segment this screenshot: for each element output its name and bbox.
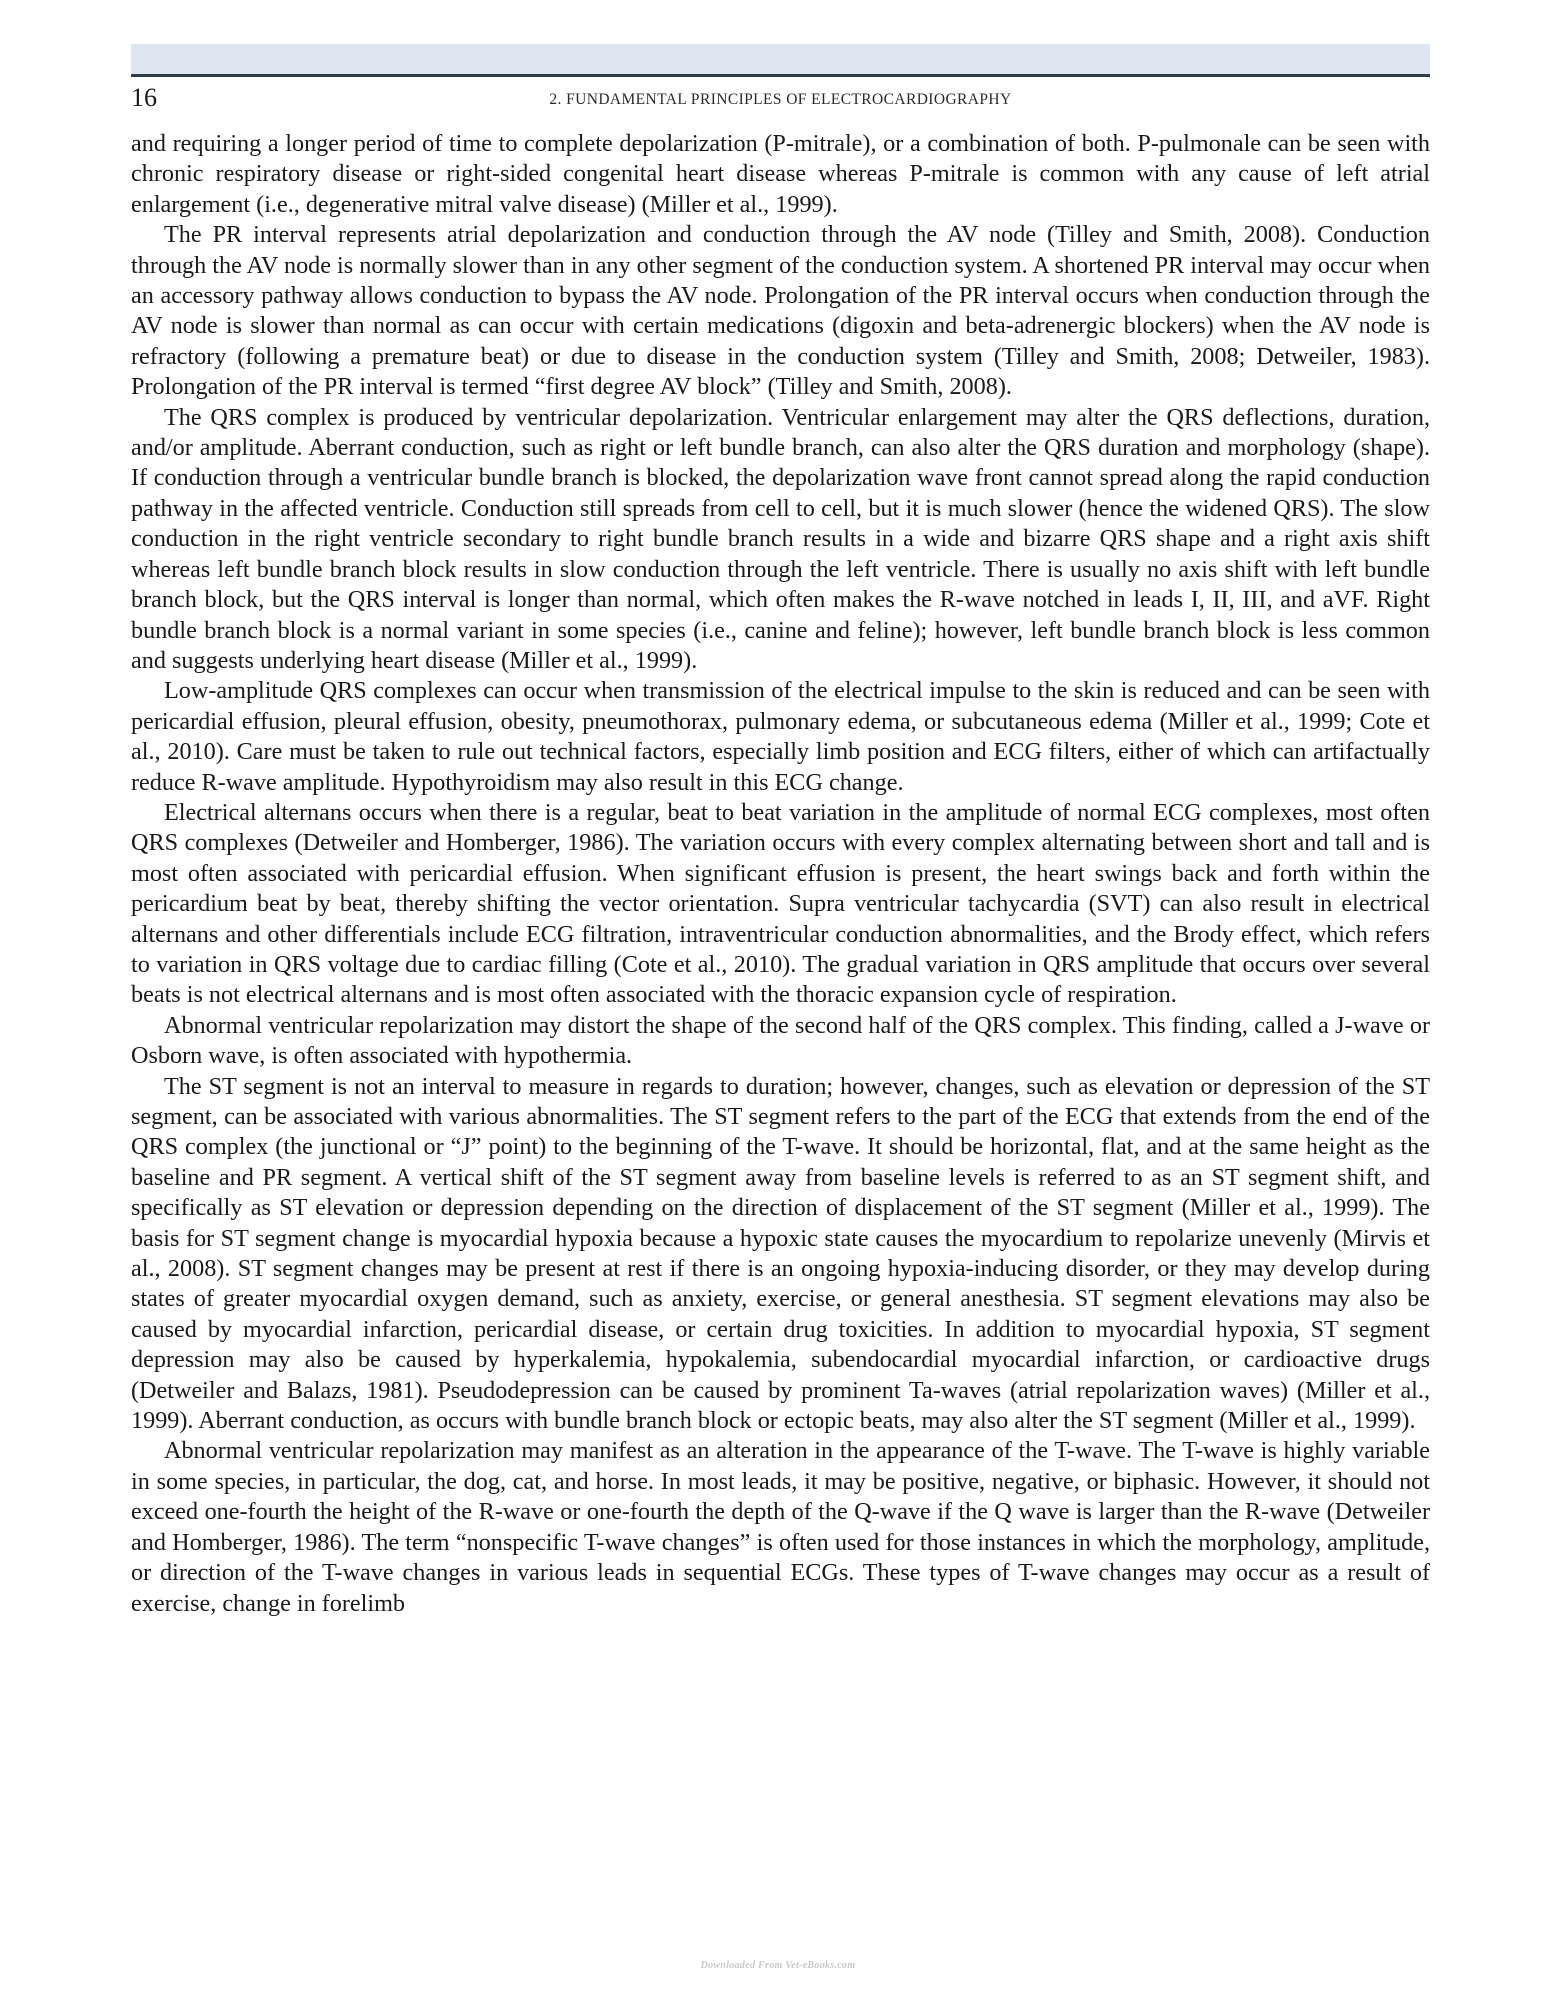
paragraph-qrs-complex: The QRS complex is produced by ventricular depolarization. Ventricular enlargement may alter the QRS deflections, duration, and/or amplitude. Aberrant conduction, such as right or left bundle branch, can also alter the QRS duration and morphology (shape). If conduction through a ventricular bundle branch is blocked, the depolarization wave front cannot spread along the rapid conduction pathway in the affected ventricle. Conduction still spreads from cell to cell, but it is much slower (hence the widened QRS). The slow conduction in the right ventricle secondary to right bundle branch results in a wide and bizarre QRS shape and a right axis shift whereas left bundle branch block results in slow conduction through the left ventricle. There is usually no axis shift with left bundle branch block, but the QRS interval is longer than normal, which often makes the R-wave notched in leads I, II, III, and aVF. Right bundle branch block is a normal variant in some species (i.e., canine and feline); however, left bundle branch block is less common and suggests underlying heart disease (Miller et al., 1999). xyxy=(131,403,1430,674)
paragraph-t-wave: Abnormal ventricular repolarization may manifest as an alteration in the appearance of the T-wave. The T-wave is highly variable in some species, in particular, the dog, cat, and horse. In most leads, it may be positive, negative, or biphasic. However, it should not exceed one-fourth the height of the R-wave or one-fourth the depth of the Q-wave if the Q wave is larger than the R-wave (Detweiler and Homberger, 1986). The term “nonspecific T-wave changes” is often used for those instances in which the morphology, amplitude, or direction of the T-wave changes in various leads in sequential ECGs. These types of T-wave changes may occur as a result of exercise, change in forelimb xyxy=(131,1437,1430,1617)
paragraph-j-wave: Abnormal ventricular repolarization may distort the shape of the second half of the QRS complex. This finding, called a J-wave or Osborn wave, is often associated with hypothermia. xyxy=(131,1011,1430,1070)
header-rule xyxy=(131,74,1430,77)
paragraph-low-amplitude-qrs: Low-amplitude QRS complexes can occur when transmission of the electrical impulse to the skin is reduced and can be seen with pericardial effusion, pleural effusion, obesity, pneumothorax, pulmonary edema, or subcutaneous edema (Miller et al., 1999; Cote et al., 2010). Care must be taken to rule out technical factors, especially limb position and ECG filters, either of which can artifactually reduce R-wave amplitude. Hypothyroidism may also result in this ECG change. xyxy=(131,677,1430,796)
running-head: 2. FUNDAMENTAL PRINCIPLES OF ELECTROCARDIOGRAPHY xyxy=(549,91,1012,108)
body-text xyxy=(131,129,1430,1619)
footer-watermark: Downloaded From Vet-eBooks.com xyxy=(700,1960,856,1971)
header-band xyxy=(131,44,1430,74)
paragraph-st-segment: The ST segment is not an interval to measure in regards to duration; however, changes, such as elevation or depression of the ST segment, can be associated with various abnormalities. The ST segment refers to the part of the ECG that extends from the end of the QRS complex (the junctional or “J” point) to the beginning of the T-wave. It should be horizontal, flat, and at the same height as the baseline and PR segment. A vertical shift of the ST segment away from baseline levels is referred to as an ST segment shift, and specifically as ST elevation or depression depending on the direction of displacement of the ST segment (Miller et al., 1999). The basis for ST segment change is myocardial hypoxia because a hypoxic state causes the myocardium to repolarize unevenly (Mirvis et al., 2008). ST segment changes may be present at rest if there is an ongoing hypoxia-inducing disorder, or they may develop during states of greater myocardial oxygen demand, such as anxiety, exercise, or general anesthesia. ST segment elevations may also be caused by myocardial infarction, pericardial disease, or certain drug toxicities. In addition to myocardial hypoxia, ST segment depression may also be caused by hyperkalemia, hypokalemia, subendocardial myocardial infarction, or cardioactive drugs (Detweiler and Balazs, 1981). Pseudodepression can be caused by prominent Ta-waves (atrial repolarization waves) (Miller et al., 1999). Aberrant conduction, as occurs with bundle branch block or ectopic beats, may also alter the ST segment (Miller et al., 1999). xyxy=(131,1072,1430,1435)
paragraph-pr-interval: The PR interval represents atrial depolarization and conduction through the AV node (Tilley and Smith, 2008). Conduction through the AV node is normally slower than in any other segment of the conduction system. A shortened PR interval may occur when an accessory pathway allows conduction to bypass the AV node. Prolongation of the PR interval occurs when conduction through the AV node is slower than normal as can occur with certain medications (digoxin and beta-adrenergic blockers) when the AV node is refractory (following a premature beat) or due to disease in the conduction system (Tilley and Smith, 2008; Detweiler, 1983). Prolongation of the PR interval is termed “first degree AV block” (Tilley and Smith, 2008). xyxy=(131,221,1430,401)
paragraph-electrical-alternans: Electrical alternans occurs when there is a regular, beat to beat variation in the amplitude of normal ECG complexes, most often QRS complexes (Detweiler and Homberger, 1986). The variation occurs with every complex alternating between short and tall and is most often associated with pericardial effusion. When significant effusion is present, the heart swings back and forth within the pericardium beat by beat, thereby shifting the vector orientation. Supra ventricular tachycardia (SVT) can also result in electrical alternans and other differentials include ECG filtration, intraventricular conduction abnormalities, and the Brody effect, which refers to variation in QRS voltage due to cardiac filling (Cote et al., 2010). The gradual variation in QRS amplitude that occurs over several beats is not electrical alternans and is most often associated with the thoracic expansion cycle of respiration. xyxy=(131,798,1430,1009)
paragraph-continuation: and requiring a longer period of time to complete depolarization (P-mitrale), or a combination of both. P-pulmonale can be seen with chronic respiratory disease or right-sided congenital heart disease whereas P-mitrale is common with any cause of left atrial enlargement (i.e., degenerative mitral valve disease) (Miller et al., 1999). xyxy=(131,130,1430,218)
page-number: 16 xyxy=(131,83,157,112)
